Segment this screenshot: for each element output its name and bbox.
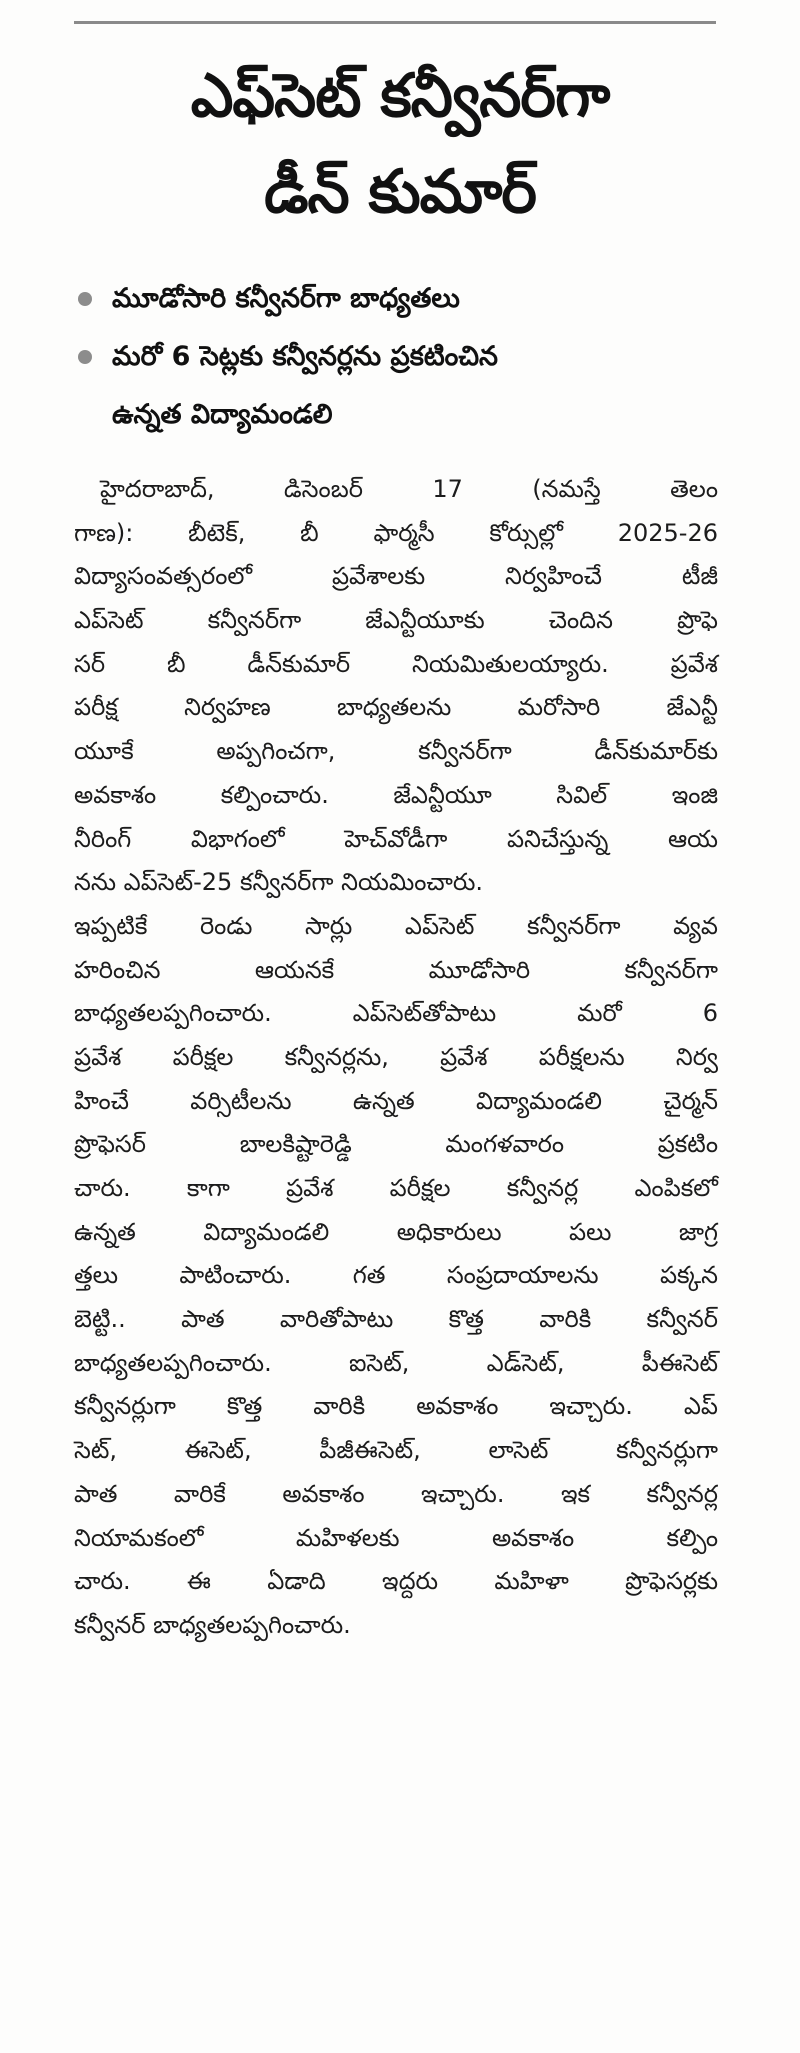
body-line: ప్రొఫెసర్ బాలకిష్టారెడ్డి మంగళవారం ప్రకటిం [74, 1130, 718, 1159]
body-line: నియామకంలో మహిళలకు అవకాశం కల్పిం [74, 1523, 718, 1552]
bullet-item [74, 328, 724, 444]
bullet-text: మూడోసారి కన్వీనర్‌గా బాధ్యతలు [112, 283, 460, 314]
body-line: బాధ్యతలప్పగించారు. ఎప్‌సెట్‌తోపాటు మరో 6 [74, 999, 718, 1028]
body-line: యూకే అప్పగించగా, కన్వీనర్‌గా డీన్‌కుమార్‌కు [74, 737, 718, 766]
body-line: హించే వర్సిటీలను ఉన్నత విద్యామండలి చైర్మన్ [74, 1086, 718, 1115]
body-line: కన్వీనర్లుగా కొత్త వారికి అవకాశం ఇచ్చారు. ఎప్ [74, 1392, 718, 1421]
body-line: ప్రవేశ పరీక్షల కన్వీనర్లను, ప్రవేశ పరీక్షలను నిర్వ [74, 1042, 718, 1071]
body-line: ఎప్‌సెట్ కన్వీనర్‌గా జేఎన్టీయూకు చెందిన ప్రొఫె [74, 606, 718, 635]
headline-line-1: ఎఫ్‌సెట్ కన్వీనర్‌గా [190, 61, 610, 131]
body-line: ఇప్పటికే రెండు సార్లు ఎప్‌సెట్ కన్వీనర్‌గా వ్యవ [74, 911, 718, 940]
bullet-item [74, 270, 724, 328]
body-line: పరీక్ష నిర్వహణ బాధ్యతలను మరోసారి జేఎన్టీ [74, 693, 718, 722]
body-line: త్తలు పాటించారు. గత సంప్రదాయాలను పక్కన [74, 1261, 718, 1290]
body-line: నను ఎప్‌సెట్-25 కన్వీనర్‌గా నియమించారు. [74, 868, 484, 897]
body-line: సెట్, ఈసెట్, పీజీఈసెట్, లాసెట్ కన్వీనర్లుగా [74, 1436, 718, 1465]
body-line: చారు. ఈ ఏడాది ఇద్దరు మహిళా ప్రొఫెసర్లకు [74, 1567, 718, 1596]
headline [40, 48, 760, 240]
body-line: నీరింగ్ విభాగంలో హెచ్‌వోడీగా పనిచేస్తున్న ఆయ [74, 824, 718, 853]
headline-line-2: డీన్ కుమార్ [264, 157, 536, 227]
body-line: గాణ): బీటెక్, బీ ఫార్మసీ కోర్సుల్లో 2025-26 [74, 518, 718, 547]
body-line: హైదరాబాద్, డిసెంబర్ 17 (నమస్తే తెలం [100, 475, 718, 503]
body-line: కన్వీనర్ బాధ్యతలప్పగించారు. [74, 1610, 351, 1639]
bullet-text: మరో 6 సెట్లకు కన్వీనర్లను ప్రకటించిన [112, 341, 499, 372]
bullet-dot-icon [78, 292, 92, 306]
article-body [74, 468, 718, 1648]
body-line: ఉన్నత విద్యామండలి అధికారులు పలు జాగ్ర [74, 1217, 718, 1246]
body-line: విద్యాసంవత్సరంలో ప్రవేశాలకు నిర్వహించే టీజీ [74, 562, 718, 591]
subheading-bullets [74, 270, 724, 444]
bullet-text-continued: ఉన్నత విద్యామండలి [112, 399, 333, 430]
body-line: చారు. కాగా ప్రవేశ పరీక్షల కన్వీనర్ల ఎంపికలో [74, 1174, 718, 1202]
body-line: హరించిన ఆయనకే మూడోసారి కన్వీనర్‌గా [74, 955, 718, 984]
body-line: అవకాశం కల్పించారు. జేఎన్టీయూ సివిల్ ఇంజి [74, 780, 718, 809]
bullet-dot-icon [78, 350, 92, 364]
body-line: సర్ బీ డీన్‌కుమార్ నియమితులయ్యారు. ప్రవేశ [74, 649, 718, 678]
body-line: బెట్టి.. పాత వారితోపాటు కొత్త వారికి కన్వీనర్ [74, 1305, 718, 1334]
body-line: బాధ్యతలప్పగించారు. ఐసెట్, ఎడ్‌సెట్, పీఈసెట్ [74, 1348, 718, 1377]
top-divider-rule [74, 21, 716, 24]
body-line: పాత వారికే అవకాశం ఇచ్చారు. ఇక కన్వీనర్ల [74, 1479, 718, 1508]
